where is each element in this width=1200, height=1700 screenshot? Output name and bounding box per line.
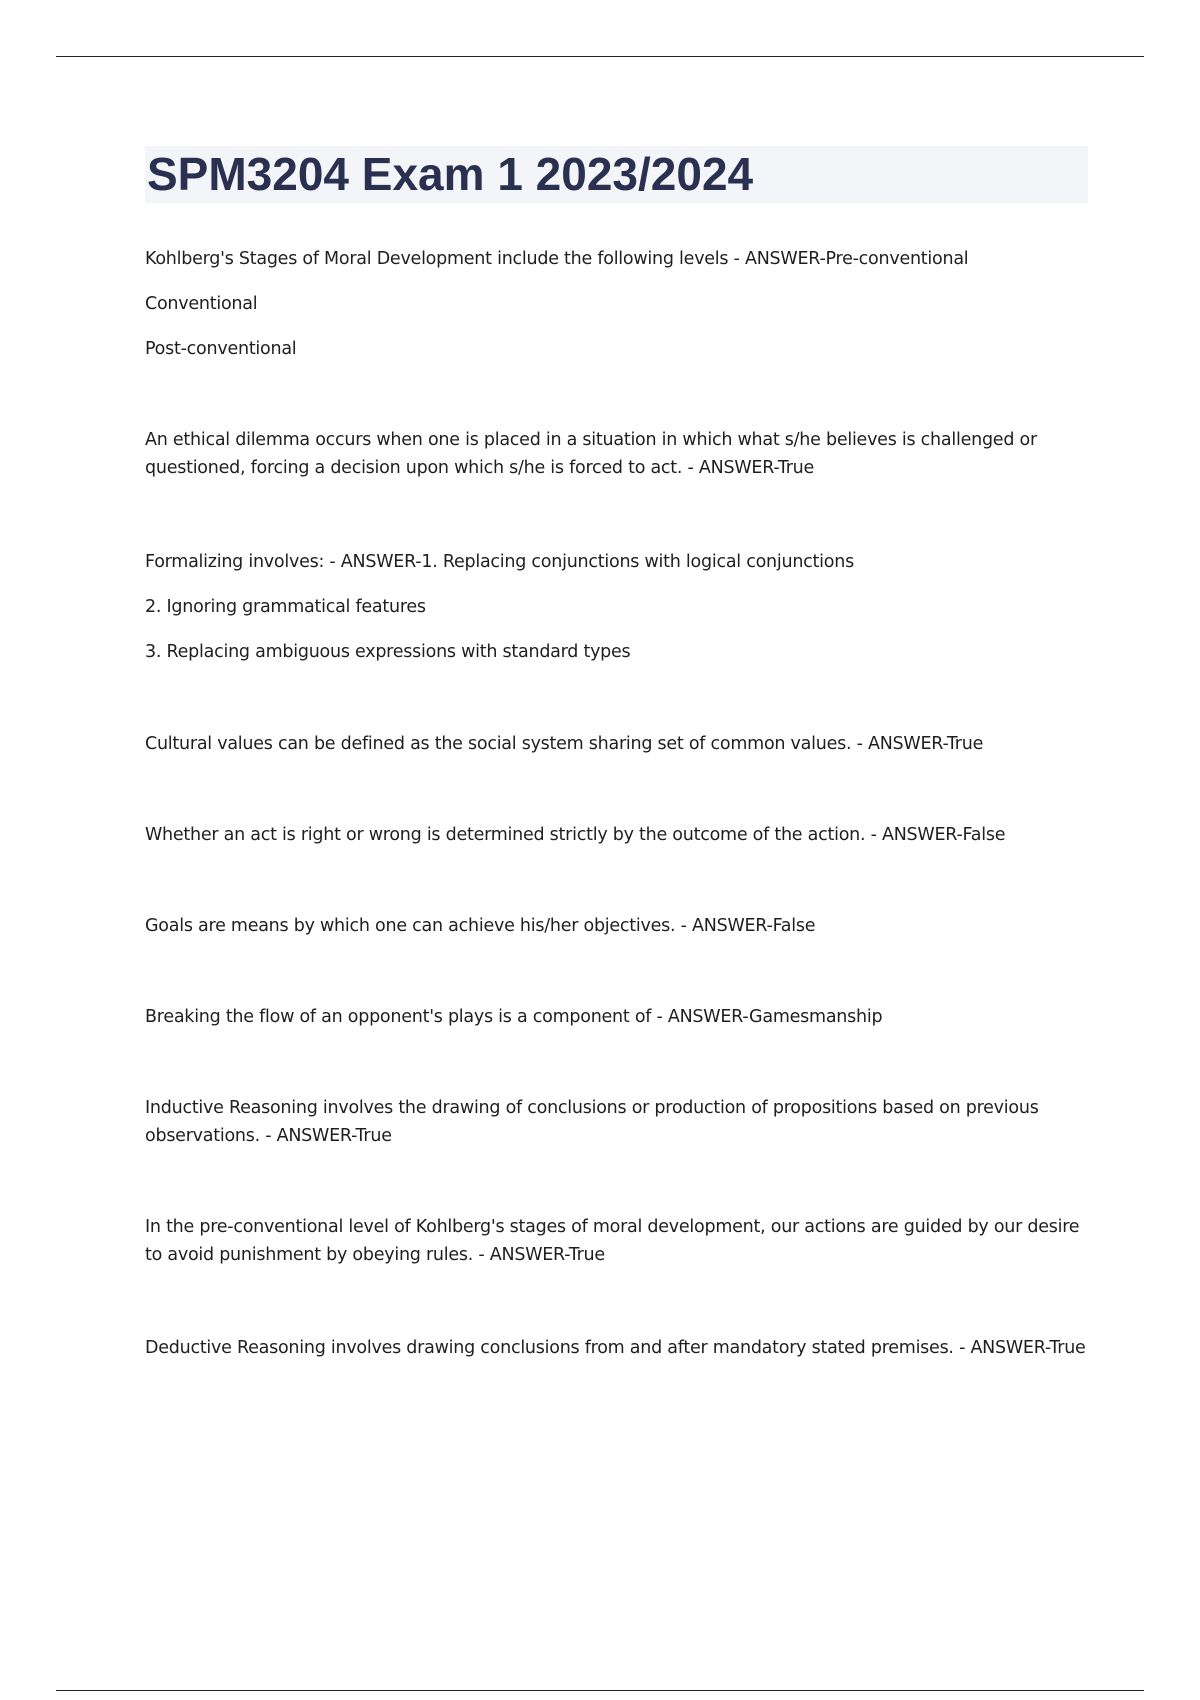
qa-answer-line: Post-conventional xyxy=(145,339,297,359)
qa-text: Breaking the flow of an opponent's plays is a component of - ANSWER-Gamesmanship xyxy=(145,1007,883,1027)
qa-item-6 xyxy=(145,912,1095,940)
qa-text: Kohlberg's Stages of Moral Development include the following levels - ANSWER-Pre-conventional xyxy=(145,249,969,269)
qa-answer-line: Conventional xyxy=(145,294,258,314)
qa-answer-line: 2. Ignoring grammatical features xyxy=(145,597,426,617)
qa-text: Goals are means by which one can achieve his/her objectives. - ANSWER-False xyxy=(145,916,816,936)
qa-text: An ethical dilemma occurs when one is placed in a situation in which what s/he believes is challenged or questioned, forcing a decision upon which s/he is forced to act. - ANSWER-True xyxy=(145,430,1037,478)
qa-text: In the pre-conventional level of Kohlberg's stages of moral development, our actions are guided by our desire to avoid punishment by obeying rules. - ANSWER-True xyxy=(145,1217,1080,1265)
qa-item-4 xyxy=(145,730,1095,758)
qa-item-8 xyxy=(145,1094,1095,1150)
qa-answer-line: 3. Replacing ambiguous expressions with standard types xyxy=(145,642,631,662)
qa-item-2 xyxy=(145,426,1095,482)
qa-item-5 xyxy=(145,821,1095,849)
qa-text: Cultural values can be defined as the social system sharing set of common values. - ANSWER-True xyxy=(145,734,984,754)
qa-item-7 xyxy=(145,1003,1095,1031)
qa-item-1 xyxy=(145,245,1095,363)
document-title: SPM3204 Exam 1 2023/2024 xyxy=(147,148,754,200)
qa-text: Deductive Reasoning involves drawing conclusions from and after mandatory stated premises. - ANSWER-True xyxy=(145,1338,1086,1358)
qa-item-10 xyxy=(145,1334,1095,1362)
qa-item-3 xyxy=(145,548,1095,666)
qa-text: Whether an act is right or wrong is determined strictly by the outcome of the action. - ANSWER-False xyxy=(145,825,1006,845)
qa-text: Inductive Reasoning involves the drawing of conclusions or production of propositions based on previous observations. - ANSWER-True xyxy=(145,1098,1039,1146)
qa-text: Formalizing involves: - ANSWER-1. Replacing conjunctions with logical conjunctions xyxy=(145,552,854,572)
qa-item-9 xyxy=(145,1213,1095,1269)
top-divider xyxy=(56,56,1144,57)
bottom-divider xyxy=(56,1690,1144,1691)
